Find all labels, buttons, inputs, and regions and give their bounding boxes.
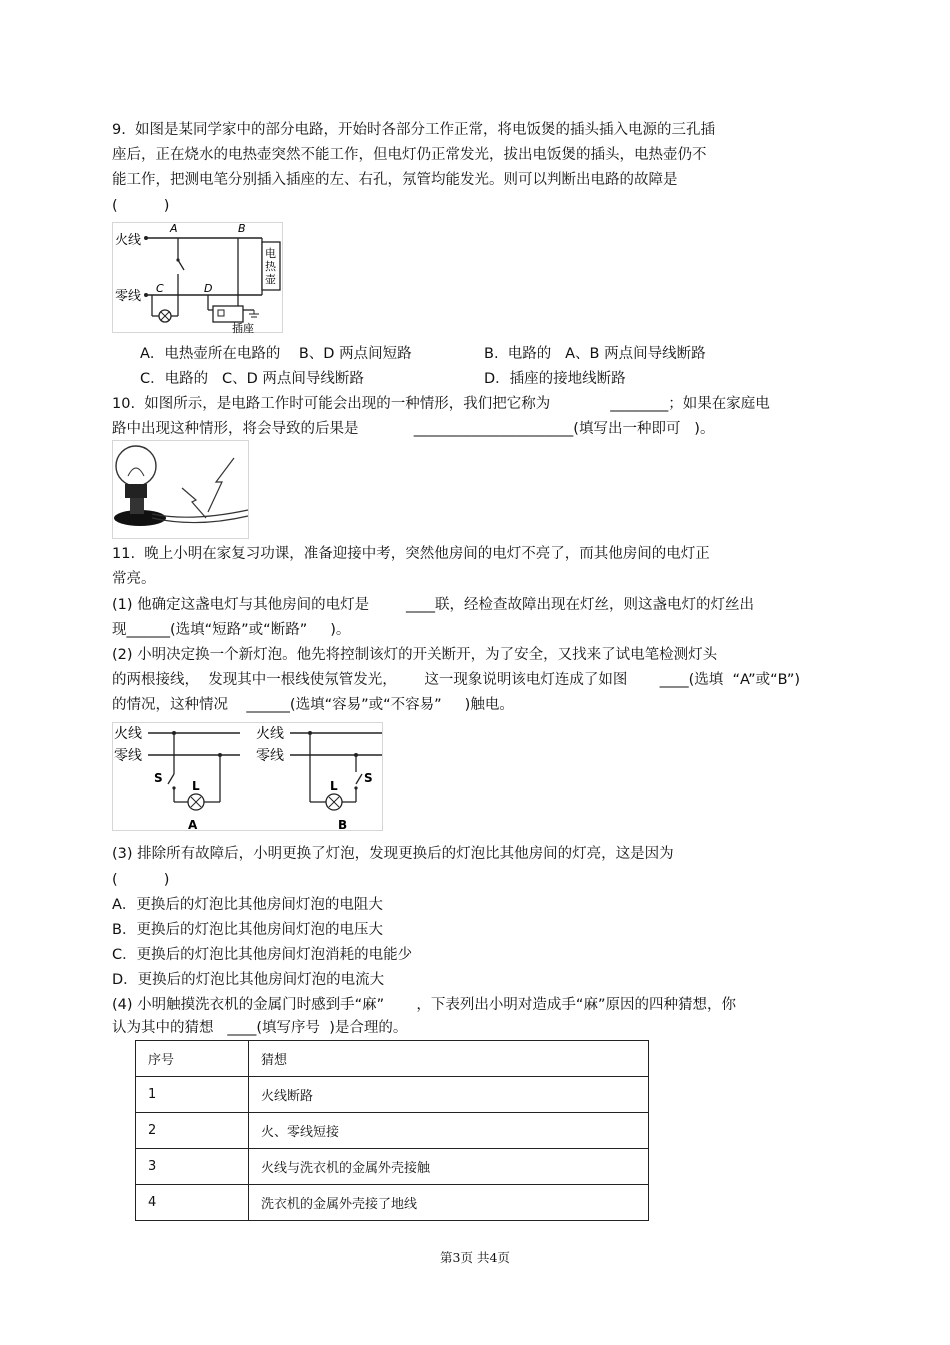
table-cell-number: 4 — [136, 1185, 249, 1221]
q11-a-live-label: 火线 — [114, 726, 142, 742]
q11-diagram-a — [114, 725, 240, 832]
q11-b-caption: B — [338, 818, 348, 832]
q9-socket-label: 插座 — [232, 322, 254, 334]
q11-b-switch-label: S — [364, 771, 373, 785]
q10-line-2: 路中出现这种情形，将会导致的后果是 ______________________(填写出一种即可 )。 — [112, 421, 715, 437]
q9-answer-blank: ( ) — [112, 198, 170, 214]
q9-line-1: 9. 如图是某同学家中的部分电路，开始时各部分工作正常，将电饭煲的插头插入电源的三孔插 — [112, 122, 716, 138]
q11-line-2: 常亮。 — [112, 571, 156, 587]
q9-point-a: A — [170, 222, 178, 235]
q11-part3-option-a: A．更换后的灯泡比其他房间灯泡的电阻大 — [112, 897, 383, 913]
table-row — [136, 1113, 649, 1149]
q11-part2-line-1: (2) 小明决定换一个新灯泡。他先将控制该灯的开关断开，为了安全，又找来了试电笔检测灯头 — [112, 647, 718, 663]
q9-point-b: B — [238, 222, 246, 235]
q9-option-c: C．电路的 C、D 两点间导线断路 — [140, 371, 364, 387]
q11-part1-line-2: 现______(选填“短路”或“断路” )。 — [112, 622, 351, 638]
q11-a-caption: A — [188, 818, 198, 832]
table-header-number: 序号 — [136, 1041, 249, 1077]
q11-part3-option-b: B．更换后的灯泡比其他房间灯泡的电压大 — [112, 922, 383, 938]
q11-part1-line-1: (1) 他确定这盏电灯与其他房间的电灯是 ____联，经检查故障出现在灯丝，则这盏电灯的灯丝出 — [112, 597, 755, 613]
q9-option-a: A．电热壶所在电路的 B、D 两点间短路 — [140, 346, 412, 362]
q11-part2-line-2: 的两根接线， 发现其中一根线使氖管发光， 这一现象说明该电灯连成了如图 ____(选填 “A”或“B”) — [112, 672, 800, 688]
q11-wiring-diagrams — [112, 722, 384, 832]
q11-guess-table — [135, 1040, 649, 1221]
q11-b-lamp-label: L — [330, 779, 338, 793]
q9-point-d: D — [204, 282, 213, 295]
q11-b-live-label: 火线 — [256, 726, 284, 742]
q10-short-circuit-picture — [112, 440, 250, 540]
q11-a-switch-label: S — [154, 771, 163, 785]
table-cell-guess: 火线断路 — [249, 1077, 649, 1113]
table-cell-number: 3 — [136, 1149, 249, 1185]
q11-diagram-b — [256, 725, 382, 832]
table-header-row — [136, 1041, 649, 1077]
q11-part3-option-c: C．更换后的灯泡比其他房间灯泡消耗的电能少 — [112, 947, 413, 963]
table-cell-guess: 洗衣机的金属外壳接了地线 — [249, 1185, 649, 1221]
q9-option-d: D．插座的接地线断路 — [484, 371, 626, 387]
q11-b-neutral-label: 零线 — [256, 748, 284, 764]
q9-option-b: B. 电路的 A、B 两点间导线断路 — [484, 346, 706, 362]
q11-a-neutral-label: 零线 — [114, 748, 142, 764]
table-row — [136, 1077, 649, 1113]
q9-circuit-diagram — [112, 222, 284, 334]
table-header-guess: 猜想 — [249, 1041, 649, 1077]
q11-part3-option-d: D．更换后的灯泡比其他房间灯泡的电流大 — [112, 972, 385, 988]
page-footer: 第3页 共4页 — [440, 1250, 510, 1265]
q9-kettle-label: 电热壶 — [265, 247, 276, 286]
q11-line-1: 11. 晚上小明在家复习功课，准备迎接中考，突然他房间的电灯不亮了，而其他房间的电灯正 — [112, 546, 710, 562]
table-cell-guess: 火线与洗衣机的金属外壳接触 — [249, 1149, 649, 1185]
q11-part4-line-2: 认为其中的猜想 ____(填写序号 )是合理的。 — [112, 1020, 408, 1036]
q11-a-lamp-label: L — [192, 779, 200, 793]
q9-line-3: 能工作，把测电笔分别插入插座的左、右孔，氖管均能发光。则可以判断出电路的故障是 — [112, 172, 678, 188]
q9-live-label: 火线 — [115, 233, 142, 248]
q9-point-c: C — [156, 282, 164, 295]
table-cell-guess: 火、零线短接 — [249, 1113, 649, 1149]
q11-part3-answer-blank: ( ) — [112, 872, 170, 888]
table-row — [136, 1149, 649, 1185]
table-row — [136, 1185, 649, 1221]
q10-line-1: 10. 如图所示，是电路工作时可能会出现的一种情形，我们把它称为 ________；如果在家庭电 — [112, 396, 770, 412]
q11-part4-line-1: (4) 小明触摸洗衣机的金属门时感到手“麻” ，下表列出小明对造成手“麻”原因的四种猜想，你 — [112, 997, 736, 1013]
q11-part2-line-3: 的情况，这种情况 ______(选填“容易”或“不容易” )触电。 — [112, 697, 514, 713]
q11-part3-line-1: (3) 排除所有故障后，小明更换了灯泡，发现更换后的灯泡比其他房间的灯亮，这是因为 — [112, 846, 674, 862]
q9-line-2: 座后，正在烧水的电热壶突然不能工作，但电灯仍正常发光，拔出电饭煲的插头，电热壶仍不 — [112, 147, 707, 163]
table-cell-number: 1 — [136, 1077, 249, 1113]
table-cell-number: 2 — [136, 1113, 249, 1149]
q9-neutral-label: 零线 — [115, 289, 142, 304]
